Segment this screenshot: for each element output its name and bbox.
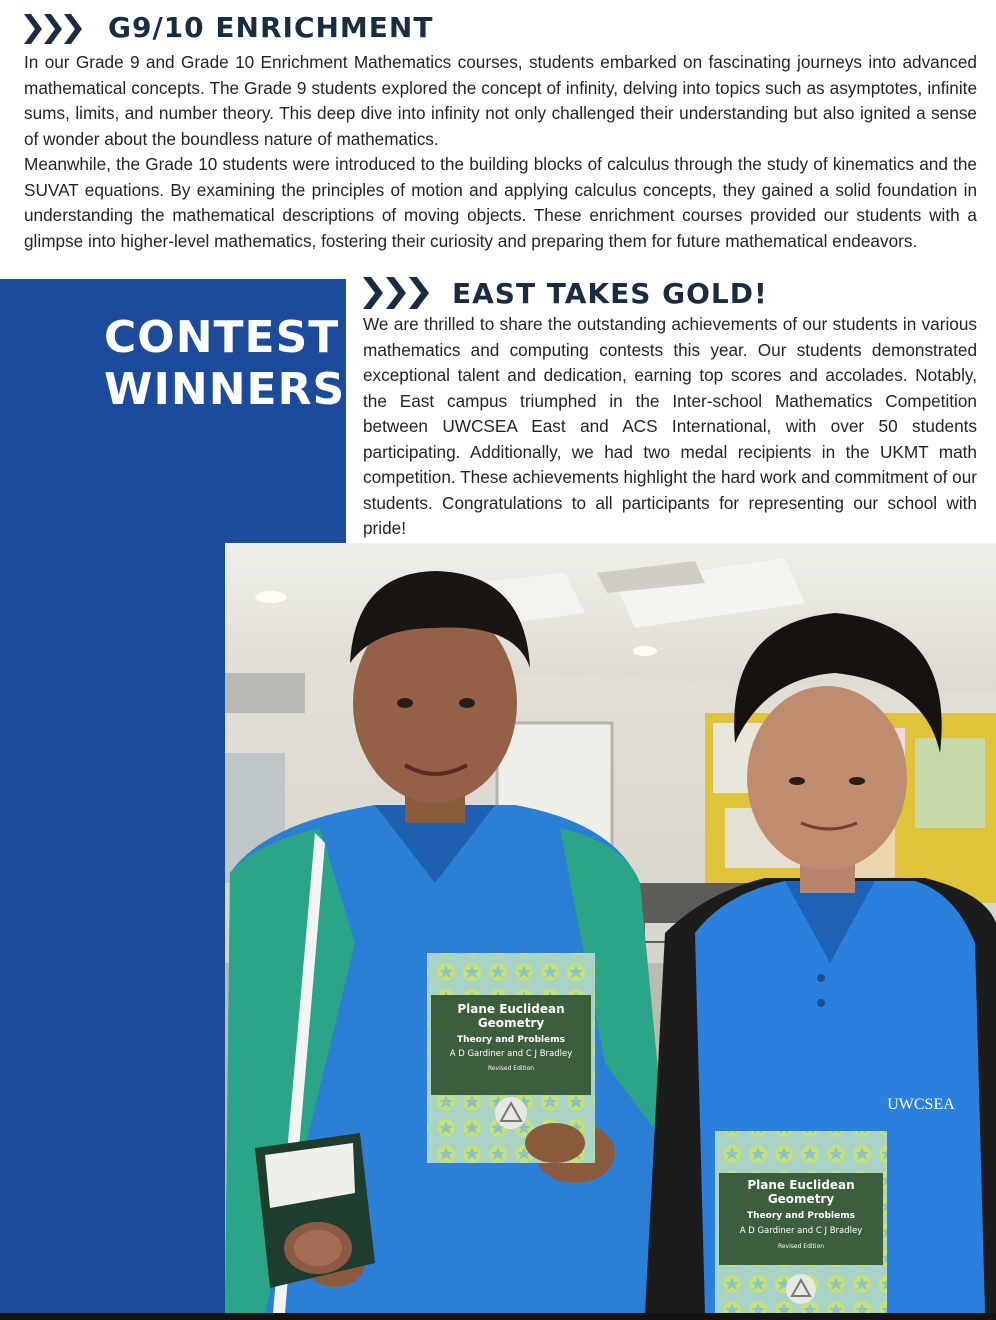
book-right: [715, 1131, 887, 1313]
book-left-title-2: Geometry: [477, 1016, 545, 1030]
book-left-edition: Revised Edition: [487, 1065, 535, 1072]
contest-title-line-1: CONTEST: [104, 312, 340, 363]
triple-chevron-icon: [363, 276, 431, 310]
enrichment-heading: G9/10 ENRICHMENT: [108, 11, 434, 44]
book-left: [427, 953, 595, 1163]
book-right-edition: Revised Edition: [777, 1243, 825, 1250]
east-takes-gold-heading: EAST TAKES GOLD!: [452, 277, 768, 310]
shirt-logo: UWCSEA: [887, 1096, 955, 1113]
book-left-title-1: Plane Euclidean: [457, 1002, 565, 1016]
book-right-authors: A D Gardiner and C J Bradley: [739, 1226, 863, 1236]
book-right-title-1: Plane Euclidean: [747, 1178, 855, 1192]
enrichment-paragraph-2: Meanwhile, the Grade 10 students were introduced to the building blocks of calculus through the study of kinematics and the SUVAT equations. By examining the principles of motion and applying calculus concepts, they gained a solid foundation in understanding the mathematical descriptions of moving objects. These enrichment courses provided our students with a glimpse into higher-level mathematics, fostering their curiosity and preparing them for future mathematical endeavors.: [24, 154, 977, 251]
bottom-border: [0, 1313, 996, 1320]
east-takes-gold-paragraph: We are thrilled to share the outstanding achievements of our students in various mathematics and computing contests this year. Our students demonstrated exceptional talent and dedication, earning top scores and accolades. Notably, the East campus triumphed in the Inter-school Mathematics Competition between UWCSEA East and ACS International, with over 50 students participating. Additionally, we had two medal recipients in the UKMT math competition. These achievements highlight the hard work and commitment of our students. Congratulations to all participants for representing our school with pride!: [363, 314, 977, 538]
triple-chevron-icon: [24, 13, 84, 45]
book-left-authors: A D Gardiner and C J Bradley: [449, 1049, 573, 1059]
winners-photo: [225, 543, 996, 1313]
contest-title-line-2: WINNERS: [104, 364, 346, 415]
book-right-subtitle: Theory and Problems: [747, 1211, 855, 1221]
enrichment-paragraph-1: In our Grade 9 and Grade 10 Enrichment Mathematics courses, students embarked on fascinating journeys into advanced mathematical concepts. The Grade 9 students explored the concept of infinity, delving into topics such as asymptotes, infinite sums, limits, and number theory. This deep dive into infinity not only challenged their understanding but also ignited a sense of wonder about the boundless nature of mathematics.: [24, 52, 977, 149]
contest-winners-heading: [104, 312, 345, 416]
book-left-subtitle: Theory and Problems: [457, 1035, 565, 1045]
medal-box: [255, 1133, 375, 1288]
book-right-title-2: Geometry: [767, 1192, 835, 1206]
